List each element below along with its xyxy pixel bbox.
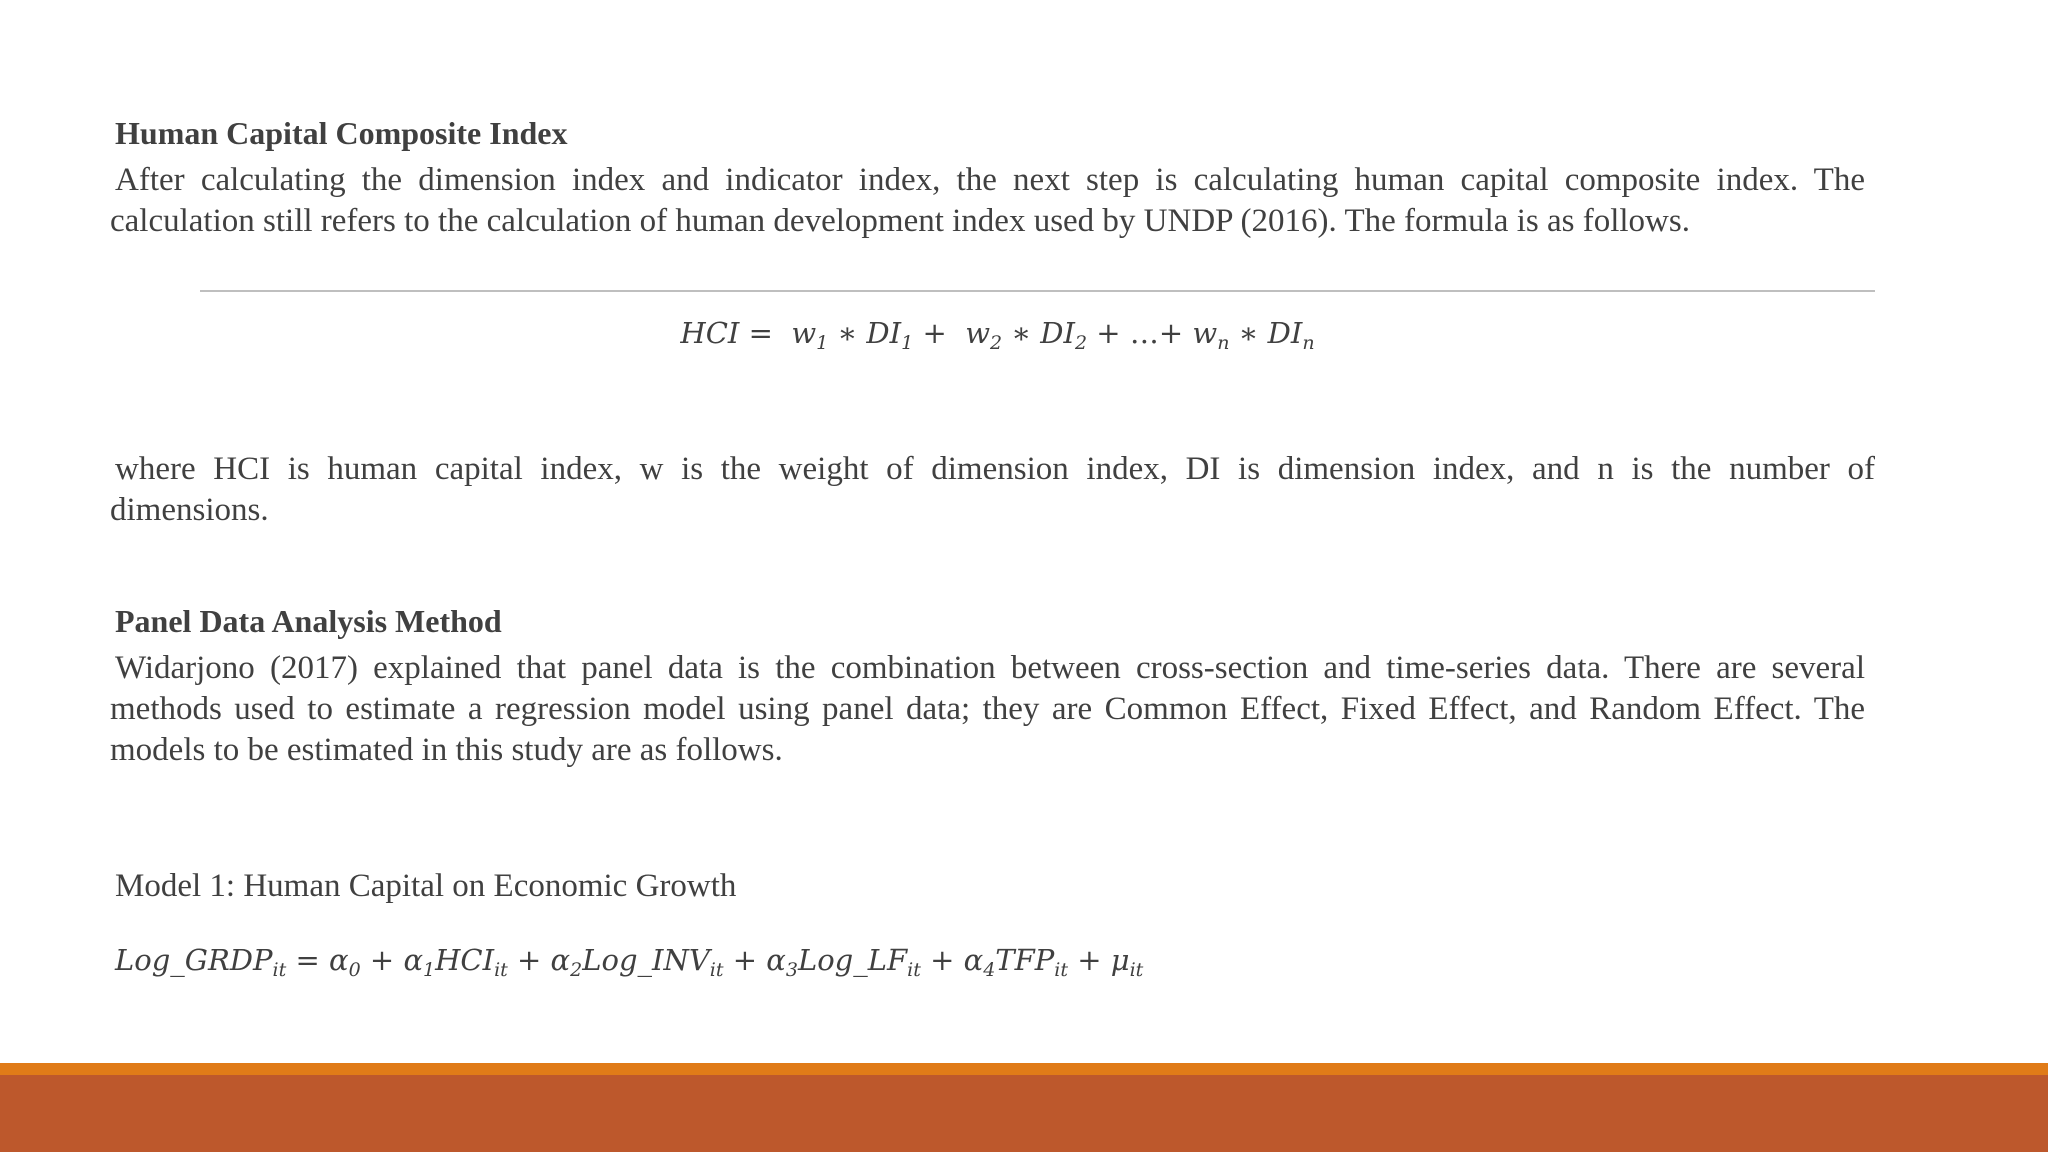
formula-subscript: it [272,959,287,981]
formula-term: HCI [680,316,740,350]
formula-explanation [110,449,1875,531]
formula-subscript: n [1302,332,1315,354]
formula-subscript: it [709,959,724,981]
formula-subscript: it [494,959,508,981]
formula-operator: ∗ [1011,316,1032,350]
formula-operator: + [1077,943,1102,977]
formula-subscript: it [1054,959,1068,981]
formula-operator: = [748,316,773,350]
formula-term: w [791,316,817,350]
footer-band [0,1075,2048,1152]
divider-line [200,290,1875,292]
model-1-label: Model 1: Human Capital on Economic Growth [115,868,737,904]
formula-subscript: it [1129,959,1144,981]
formula-subscript: 3 [785,959,798,981]
formula-subscript: 1 [901,332,914,354]
model-1-formula [115,940,1143,980]
formula-term: α [963,943,984,977]
formula-term: HCI [435,943,495,977]
formula-term: α [766,943,786,977]
formula-operator: … [1129,316,1159,350]
formula-term: DI [1267,316,1303,350]
formula-operator: + [369,943,395,977]
formula-operator: ∗ [837,316,858,350]
formula-operator: ∗ [1238,316,1259,350]
formula-term: DI [866,316,902,350]
formula-term: DI [1040,316,1075,350]
paragraph-line: dimensions. [110,492,269,528]
formula-term: w [965,316,991,350]
formula-operator: + [517,943,542,977]
formula-operator: = [295,943,320,977]
formula-subscript: 0 [348,959,361,981]
section-heading-hci: Human Capital Composite Index [115,115,568,151]
paragraph-line: methods used to estimate a regression model using panel data; they are Common Effect, Fixed Effect, and Random Effect. The [110,691,1865,727]
formula-subscript: 2 [570,959,583,981]
formula-operator: + [1096,316,1121,350]
formula-term: α [329,943,349,977]
formula-subscript: 1 [816,332,829,354]
formula-operator: + [922,316,947,350]
paragraph-line: calculation still refers to the calculation of human development index used by UNDP (2016). The formula is as follows. [110,203,1690,239]
formula-term: Log_LF [797,943,908,977]
formula-subscript: it [907,959,921,981]
paragraph-line: models to be estimated in this study are as follows. [110,732,783,768]
formula-term: w [1192,316,1218,350]
formula-subscript: 2 [1074,332,1088,354]
formula-subscript: n [1217,332,1230,354]
formula-term: TFP [995,943,1055,977]
formula-term: α [550,943,571,977]
formula-term: α [403,943,424,977]
section-heading-panel: Panel Data Analysis Method [115,603,502,639]
formula-term: Log_INV [582,943,710,977]
formula-subscript: 2 [990,332,1003,354]
paragraph-line: After calculating the dimension index and indicator index, the next step is calculating human capital composite index. The [115,162,1865,198]
formula-term: Log_GRDP [115,943,273,977]
section-paragraph-hci [110,160,1865,242]
formula-operator: + [930,943,955,977]
paragraph-line: Widarjono (2017) explained that panel data is the combination between cross-section and time-series data. There are several [115,650,1865,686]
formula-operator: + [1158,316,1184,350]
paragraph-line: where HCI is human capital index, w is the weight of dimension index, DI is dimension index, and n is the number of [115,451,1875,487]
formula-subscript: 4 [983,959,996,981]
formula-operator: + [732,943,758,977]
formula-term: μ [1110,943,1130,977]
hci-formula [0,313,1995,353]
section-paragraph-panel [110,648,1865,771]
footer-accent-band [0,1063,2048,1075]
formula-subscript: 1 [423,959,436,981]
